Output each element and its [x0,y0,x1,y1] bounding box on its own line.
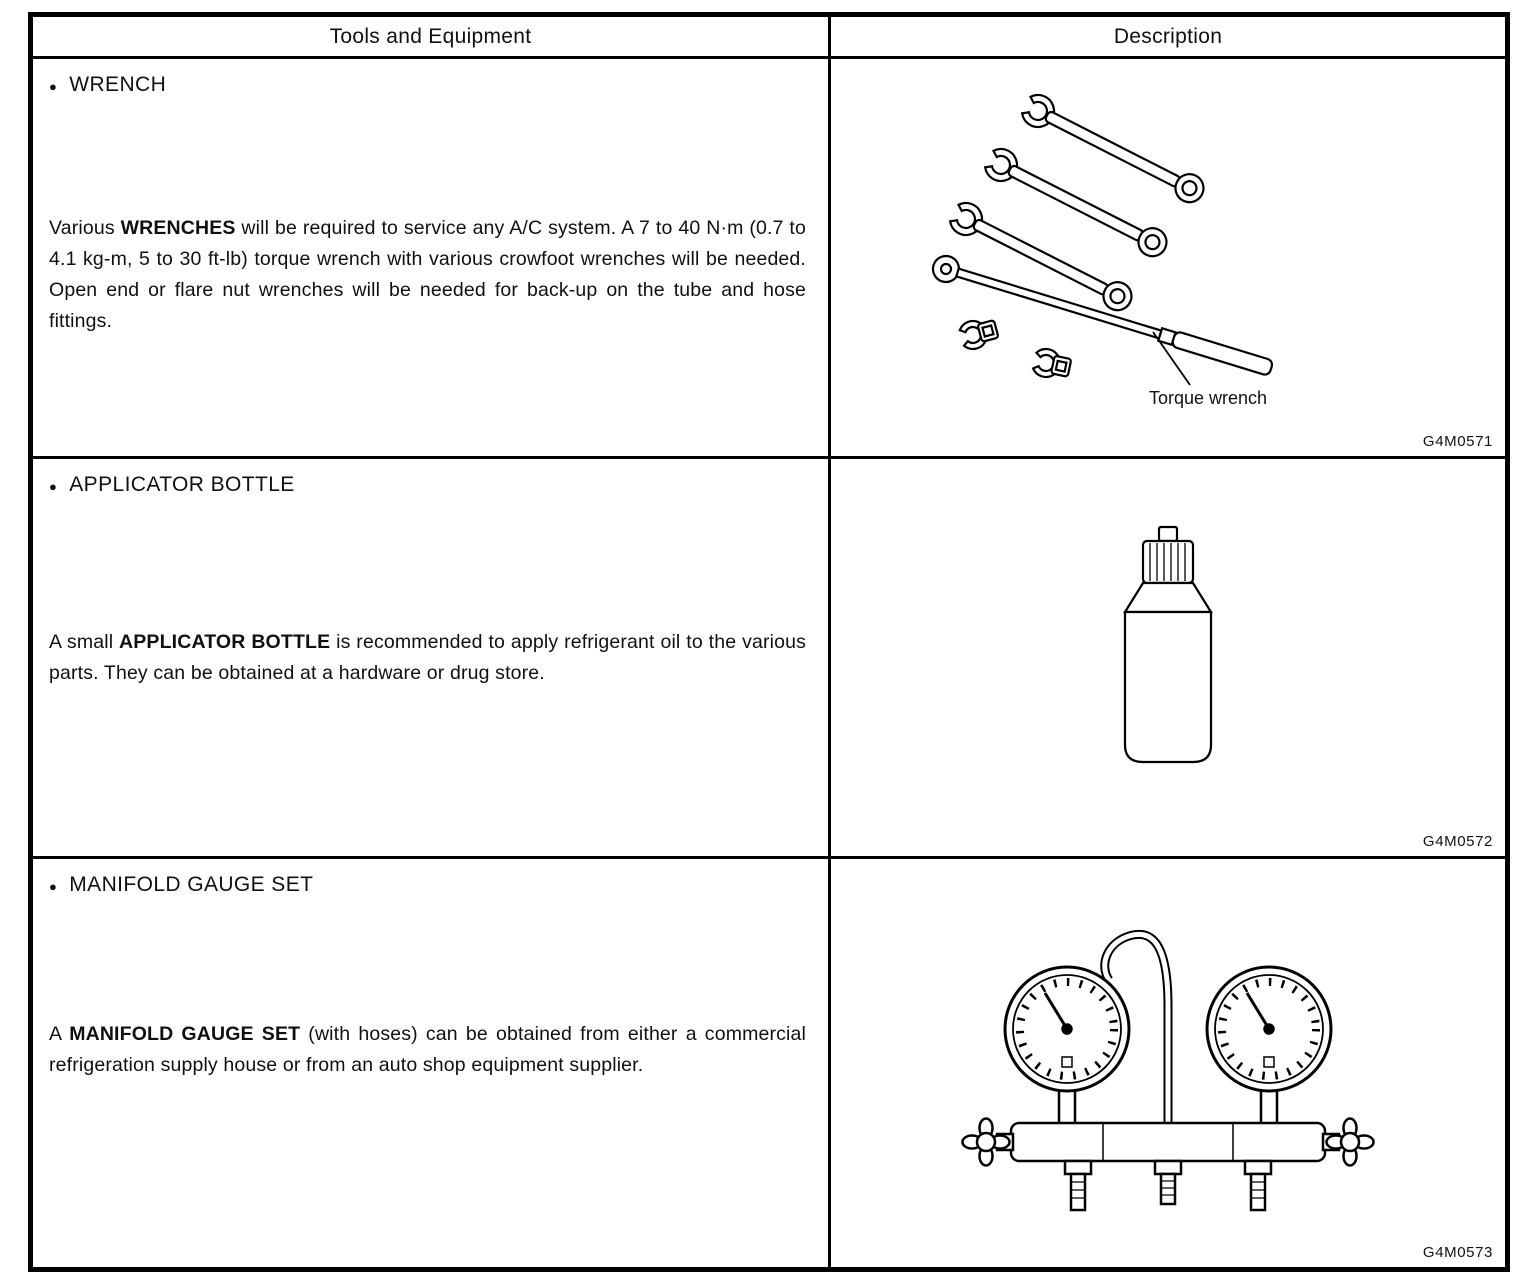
tool-description-wrench [49,213,810,337]
bullet-icon: ● [49,878,58,894]
column-header-tools [33,17,831,59]
tools-and-equipment-table [28,12,1510,1272]
tool-title-manifold-gauge-set [49,873,810,897]
figure-code: G4M0572 [1422,833,1493,850]
body-segment-bold: APPLICATOR BOTTLE [119,631,331,653]
row-wrench-text-cell [33,59,831,459]
body-segment: A small [49,631,120,653]
body-segment: is recommended to apply refrigerant oil to the various parts. They can be obtained at a hardware or drug store. [49,631,806,684]
body-segment-bold: WRENCHES [120,217,236,239]
body-segment: A [49,1023,70,1045]
body-segment: Various [49,217,121,239]
column-header-tools-label: Tools and Equipment [329,24,532,48]
row-applicator-bottle-figure-cell [831,459,1505,859]
tool-title-text: WRENCH [69,73,167,96]
column-header-description [831,17,1505,59]
body-segment: (with hoses) can be obtained from either a commercial refrigeration supply house or from an auto shop equipment supplier. [49,1023,806,1076]
manifold-gauge-set-illustration [953,881,1383,1231]
tool-title-text: MANIFOLD GAUGE SET [69,873,314,896]
figure-code: G4M0571 [1422,433,1493,450]
tool-title-applicator-bottle [49,473,810,497]
torque-wrench-drawing [930,253,1275,381]
applicator-bottle-illustration [1063,521,1273,791]
tool-description-applicator-bottle [49,627,810,689]
tool-title-text: APPLICATOR BOTTLE [69,473,295,496]
column-header-description-label: Description [1113,24,1223,48]
row-applicator-bottle-text-cell [33,459,831,859]
bullet-icon: ● [49,78,58,94]
row-wrench-figure-cell [831,59,1505,459]
figure-code: G4M0573 [1422,1244,1493,1261]
bullet-icon: ● [49,478,58,494]
row-manifold-gauge-text-cell [33,859,831,1267]
wrenches-illustration [888,73,1448,418]
tool-title-wrench [49,73,810,97]
body-segment: will be required to service any A/C system. A 7 to 40 N·m (0.7 to 4.1 kg-m, 5 to 30 ft-lb) torque wrench with various crowfoot wrenches will be needed. Open end or flare nut wrenches will be needed for back-up on the tube and hose fittings. [49,217,806,332]
row-manifold-gauge-figure-cell [831,859,1505,1267]
tool-description-manifold-gauge-set [49,1019,810,1081]
body-segment-bold: MANIFOLD GAUGE SET [69,1023,301,1045]
torque-wrench-label: Torque wrench [1148,388,1268,408]
